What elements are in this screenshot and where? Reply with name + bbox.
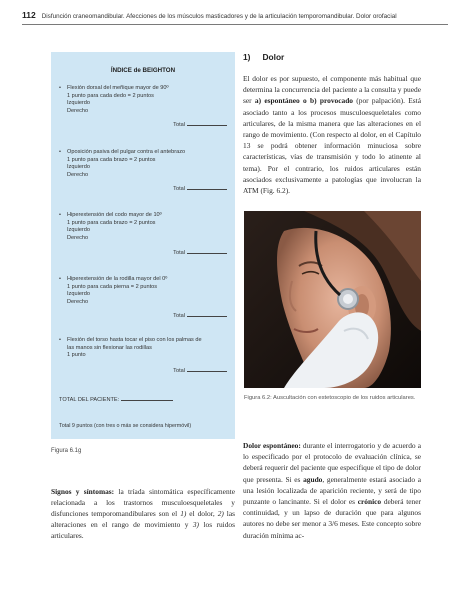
criterion-4 [59,276,229,306]
side-left: Izquierdo [67,291,91,298]
box-note: Total 9 puntos (con tres o más se considera hipermóvil) [59,423,192,429]
pain-paragraph: El dolor es por supuesto, el componente más habitual que determina la concurrencia del paciente a la consulta y puede ser a) espontáneo o b) provocado (por palpación). Está asociado tanto a los procesos musculoesqueletales como articulares, de la misma manera que las alteraciones en el rango de movimiento. (Con respecto al dolor, en el Capítulo 13 se podrá obtener información minuciosa sobre características, vías de transmisión y todo lo atinente al tema). Por el contrario, los ruidos articulares están asociados exclusivamente a patologías que involucran la ATM (Fig. 6.2). [243,74,421,196]
criterion-2 [59,149,229,179]
total-blank [187,184,227,190]
criterion-text: Flexión del torso hasta tocar el piso con los palmas de [67,337,202,343]
side-left: Izquierdo [67,227,91,234]
bullet: • [59,337,61,343]
criterion-3 [59,212,229,242]
criterion-2-total: Total [151,184,227,192]
emphasis-cronico: crónico [357,497,382,507]
total-blank [187,120,227,126]
header-divider [22,24,448,25]
patient-total-blank [121,395,173,401]
page-number: 112 [22,10,36,20]
criterion-5 [59,337,229,360]
spontaneous-pain-paragraph: Dolor espontáneo: durante el interrogatorio y de acuerdo a lo especificado por el protocolo de evaluación clínica, se deberá requerir del paciente que especifique el tipo de dolor que presenta. Si es agudo, generalmente estará asociado a una lesión localizada de aparición reciente, y será de tipo punzante o lancinante. Si el dolor es crónico deberá tener continuidad, y un lapso de duración que para algunos autores no debe ser menor a 3/6 meses. Este concepto sobre duración mínima ac- [243,441,421,540]
bullet: • [59,149,61,155]
criterion-3-total: Total [151,248,227,256]
side-right: Derecho [67,298,89,305]
criterion-1 [59,85,229,115]
beighton-index-box [51,52,235,439]
box-title: ÍNDICE de BEIGHTON [110,67,176,74]
total-blank [187,311,227,317]
criterion-5-total: Total [151,366,227,374]
total-blank [187,248,227,254]
emphasis-agudo: agudo [303,474,323,484]
criterion-points: 1 punto para cada brazo = 2 puntos [67,156,156,163]
bullet: • [59,212,61,218]
criterion-text: Hiperextensión del codo mayor de 10º [67,212,162,218]
bullet: • [59,85,61,91]
side-left: Izquierdo [67,100,91,107]
side-right: Derecho [67,234,89,241]
side-right: Derecho [67,171,89,178]
stethoscope-photo-icon [244,211,421,388]
criterion-points: 1 punto para cada brazo = 2 puntos [67,219,156,226]
criterion-points: 1 punto [67,352,86,359]
side-right: Derecho [67,107,89,114]
section-title: Dolor [262,52,285,62]
criterion-4-total: Total [151,311,227,319]
stethoscope-photo [244,211,421,388]
side-left: Izquierdo [67,164,91,171]
criterion-text: Flexión dorsal del meñique mayor de 90º [67,85,169,91]
bullet: • [59,276,61,282]
running-header [22,10,448,24]
criterion-text: Hiperextensión de la rodilla mayor del 0º [67,276,168,282]
section-heading [243,52,284,62]
criterion-points: 1 punto para cada dedo = 2 puntos [67,92,154,99]
criterion-text: Oposición pasiva del pulgar contra el antebrazo [67,149,186,155]
criterion-1-total: Total [151,120,227,128]
criterion-points: 1 punto para cada pierna = 2 puntos [67,283,158,290]
figure-label: Figura 6.1g [51,448,82,454]
section-number: 1) [243,52,251,62]
paragraph-lead: Signos y síntomas: [51,487,115,496]
patient-total: TOTAL DEL PACIENTE: [59,395,173,403]
paragraph-lead: Dolor espontáneo: [243,441,301,450]
figure-2-caption: Figura 6.2: Auscultación con estetoscopio de los ruidos articulares. [244,395,416,401]
running-title: Disfunción craneomandibular. Afecciones de los músculos masticadores y de la articulación temporomandibular. Dolor orofacial [41,13,397,20]
signs-symptoms-paragraph: Signos y síntomas: la tríada sintomática específicamente relacionada a los trastornos musculoesqueletales y disfunciones temporomandibulares son el 1) el dolor, 2) las alteraciones en el rango de movimiento y 3) los ruidos articulares. [51,487,236,540]
criterion-text-cont: las manos sin flexionar las rodillas [67,344,152,351]
total-blank [187,366,227,372]
emphasis: a) espontáneo o b) provocado [254,96,353,106]
